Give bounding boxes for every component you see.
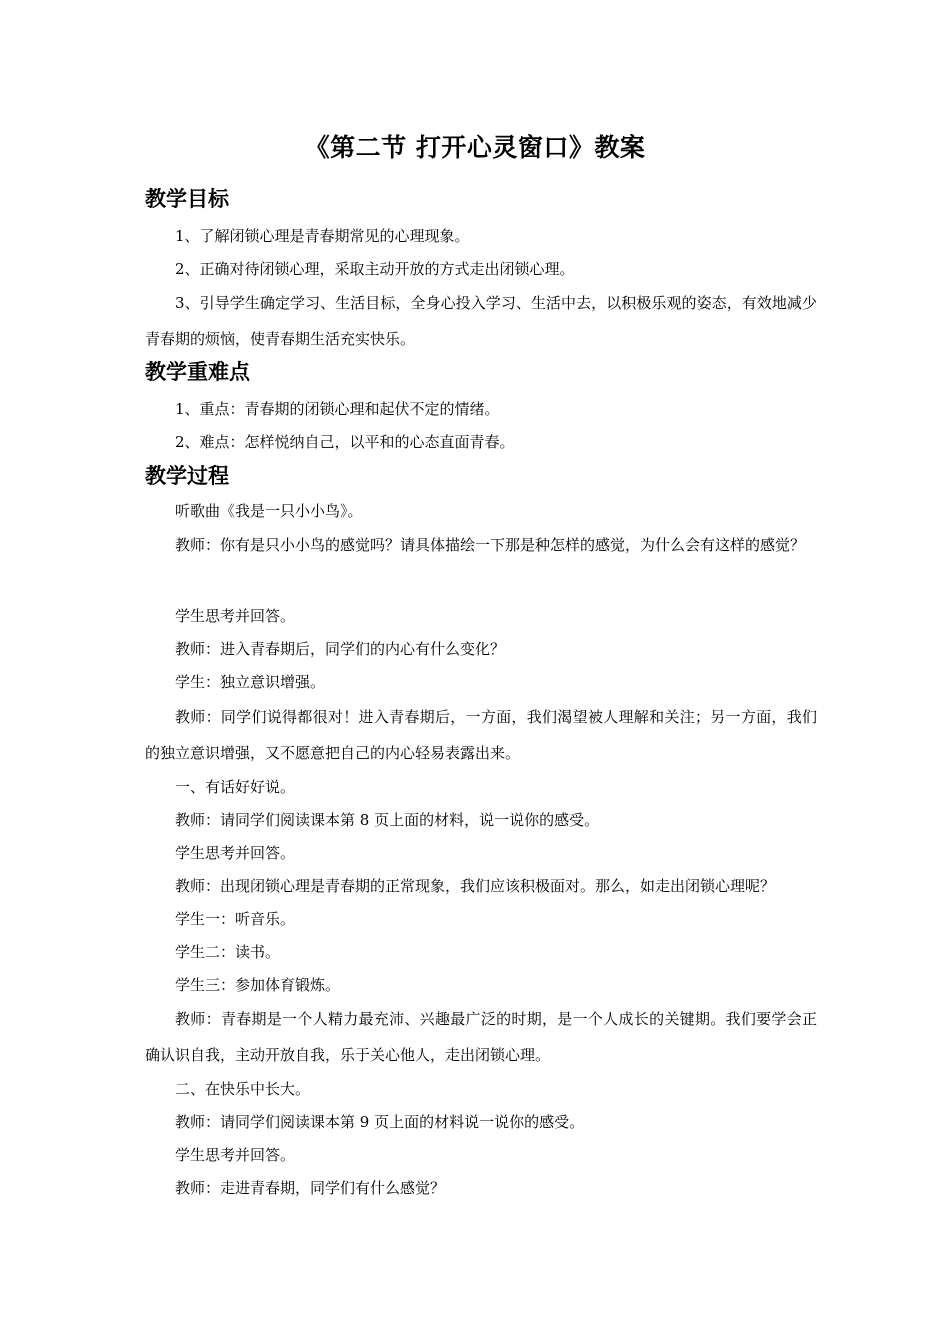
paragraph: 学生思考并回答。 xyxy=(175,607,296,625)
paragraph: 教师：出现闭锁心理是青春期的正常现象，我们应该积极面对。那么，如走出闭锁心理呢？ xyxy=(175,877,776,895)
document-title: 《第二节 打开心灵窗口》教案 xyxy=(304,133,646,162)
paragraph: 学生：独立意识增强。 xyxy=(175,673,326,691)
paragraph: 教师：走进青春期，同学们有什么感觉？ xyxy=(175,1179,446,1197)
paragraph: 教师：请同学们阅读课本第 9 页上面的材料说一说你的感受。 xyxy=(175,1113,585,1131)
paragraph: 1、了解闭锁心理是青春期常见的心理现象。 xyxy=(175,227,470,245)
paragraph: 教师：青春期是一个人精力最充沛、兴趣最广泛的时期，是一个人成长的关键期。我们要学会正确认识自我，主动开放自我，乐于关心他人，走出闭锁心理。 xyxy=(145,1010,817,1064)
paragraph: 学生三：参加体育锻炼。 xyxy=(175,976,341,994)
paragraph: 一、有话好好说。 xyxy=(175,778,296,796)
paragraph: 教师：同学们说得都很对！进入青春期后，一方面，我们渴望被人理解和关注；另一方面，我们的独立意识增强，又不愿意把自己的内心轻易表露出来。 xyxy=(145,708,817,762)
paragraph: 2、难点：怎样悦纳自己，以平和的心态直面青春。 xyxy=(175,433,515,451)
section-heading-teaching-process: 教学过程 xyxy=(145,464,229,488)
paragraph: 二、在快乐中长大。 xyxy=(175,1080,311,1098)
section-heading-key-points: 教学重难点 xyxy=(145,360,250,384)
paragraph: 学生思考并回答。 xyxy=(175,1146,296,1164)
paragraph: 2、正确对待闭锁心理，采取主动开放的方式走出闭锁心理。 xyxy=(175,260,575,278)
paragraph: 1、重点：青春期的闭锁心理和起伏不定的情绪。 xyxy=(175,400,500,418)
section-heading-teaching-goals: 教学目标 xyxy=(145,187,229,211)
paragraph: 3、引导学生确定学习、生活目标，全身心投入学习、生活中去，以积极乐观的姿态，有效地减少青春期的烦恼，使青春期生活充实快乐。 xyxy=(145,294,817,348)
paragraph: 学生思考并回答。 xyxy=(175,844,296,862)
paragraph: 听歌曲《我是一只小小鸟》。 xyxy=(175,502,363,520)
paragraph: 教师：进入青春期后，同学们的内心有什么变化？ xyxy=(175,640,506,658)
paragraph: 学生二：读书。 xyxy=(175,943,281,961)
paragraph: 教师：你有是只小小鸟的感觉吗？请具体描绘一下那是种怎样的感觉，为什么会有这样的感觉？ xyxy=(175,536,806,554)
paragraph: 教师：请同学们阅读课本第 8 页上面的材料，说一说你的感受。 xyxy=(175,811,600,829)
paragraph: 学生一：听音乐。 xyxy=(175,910,296,928)
